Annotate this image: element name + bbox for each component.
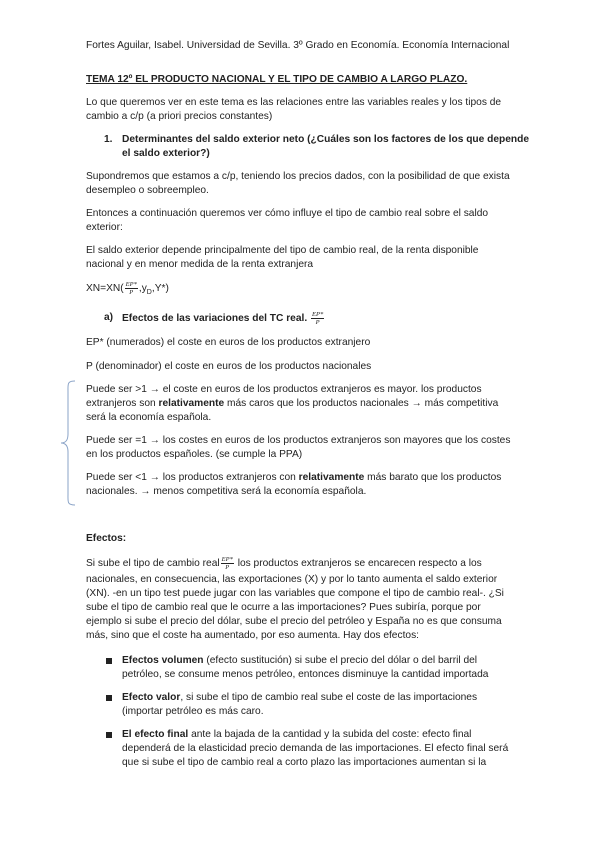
definition-ep: EP* (numerados) el coste en euros de los productos extranjero	[86, 337, 371, 348]
bullet-3-line-1: El efecto final ante la bajada de la cantidad y la subida del coste: efecto final	[122, 729, 472, 740]
definition-p: P (denominador) el coste en euros de los productos nacionales	[86, 361, 372, 372]
efectos-heading: Efectos:	[86, 533, 127, 544]
efectos-fraction: $\frac{EP*}{P}$	[221, 556, 233, 571]
efectos-line: (XN). -en un tipo test puede jugar con las variables que compone el tipo de cambio real-. ¿Si	[86, 588, 504, 599]
paragraph-line: desempleo o sobreempleo.	[86, 185, 209, 196]
intro-line-2: cambio a c/p (a priori precios constantes)	[86, 111, 273, 122]
curly-brace	[60, 380, 76, 506]
page-header: Fortes Aguilar, Isabel. Universidad de Sevilla. 3º Grado en Economía. Economía Internacional	[86, 40, 510, 51]
efectos-line: sube el tipo de cambio real que le ocurre a las importaciones? Pues subiría, porque por	[86, 602, 481, 613]
section-heading-line-2: el saldo exterior?)	[122, 148, 210, 159]
case-equal-line-1: Puede ser =1 → los costes en euros de los productos extranjeros son mayores que los costes	[86, 435, 511, 446]
paragraph-line: nacional y en menor medida de la renta extranjera	[86, 259, 314, 270]
bullet-square-icon	[106, 732, 112, 738]
bullet-2-line-2: (importar petróleo es más caro.	[122, 706, 264, 717]
efectos-line: más, sino que el coste ha aumentado, por eso aumenta. Hay dos efectos:	[86, 630, 419, 641]
efectos-line: nacionales, en consecuencia, las exportaciones (X) y por lo tanto aumenta el saldo exterior	[86, 574, 498, 585]
bullet-2-line-1: Efecto valor, si sube el tipo de cambio real sube el coste de las importaciones	[122, 692, 478, 703]
section-number: 1.	[104, 134, 113, 145]
bullet-1-line-2: petróleo, se consume menos petróleo, entonces disminuye la cantidad importada	[122, 669, 489, 680]
paragraph-line: Entonces a continuación queremos ver cómo influye el tipo de cambio real sobre el saldo	[86, 208, 489, 219]
bullet-1-line-1: Efectos volumen (efecto sustitución) si sube el precio del dólar o del barril del	[122, 655, 478, 666]
case-greater-line-3: será la economía española.	[86, 412, 212, 423]
case-greater-line-1: Puede ser >1 → el coste en euros de los productos extranjeros es mayor. los productos	[86, 384, 482, 395]
bullet-3-line-2: dependerá de la elasticidad precio demanda de las importaciones. El efecto final será	[122, 743, 509, 754]
paragraph-line: Supondremos que estamos a c/p, teniendo los precios dados, con la posibilidad de que exista	[86, 171, 510, 182]
bullet-square-icon	[106, 695, 112, 701]
formula-xn: XN=XN( $\frac{EP*}{P}$ $,y_D,Y*$)	[86, 281, 169, 297]
efectos-line-1: Si sube el tipo de cambio real $\frac{EP*}{P}$ los productos extranjeros se encarecen respecto a los	[86, 556, 482, 571]
case-greater-line-2: extranjeros son relativamente más caros que los productos nacionales → más competitiva	[86, 398, 499, 409]
document-title: TEMA 12º EL PRODUCTO NACIONAL Y EL TIPO DE CAMBIO A LARGO PLAZO.	[86, 74, 468, 85]
bullet-square-icon	[106, 658, 112, 664]
paragraph-line: exterior:	[86, 222, 123, 233]
section-heading-line-1: Determinantes del saldo exterior neto (¿Cuáles son los factores de los que depende	[122, 134, 530, 145]
case-less-line-1: Puede ser <1 → los productos extranjeros con relativamente más barato que los productos	[86, 472, 502, 483]
paragraph-line: El saldo exterior depende principalmente del tipo de cambio real, de la renta disponible	[86, 245, 479, 256]
subsection-heading: Efectos de las variaciones del TC real. $\frac{EP*}{P}$	[122, 311, 324, 326]
formula-fraction: $\frac{EP*}{P}$	[125, 281, 137, 296]
bullet-3-line-3: que si sube el tipo de cambio real a corto plazo las importaciones aumentan si la	[122, 757, 487, 768]
subsection-fraction: $\frac{EP*}{P}$	[312, 311, 324, 326]
intro-line-1: Lo que queremos ver en este tema es las relaciones entre las variables reales y los tipos de	[86, 97, 502, 108]
efectos-line: ejemplo si sube el precio del dólar, sube el precio del petróleo y España no es que consuma	[86, 616, 502, 627]
case-equal-line-2: en los productos españoles. (se cumple la PPA)	[86, 449, 303, 460]
subsection-letter: a)	[104, 312, 114, 323]
case-less-line-2: nacionales. → menos competitiva será la economía española.	[86, 486, 367, 497]
